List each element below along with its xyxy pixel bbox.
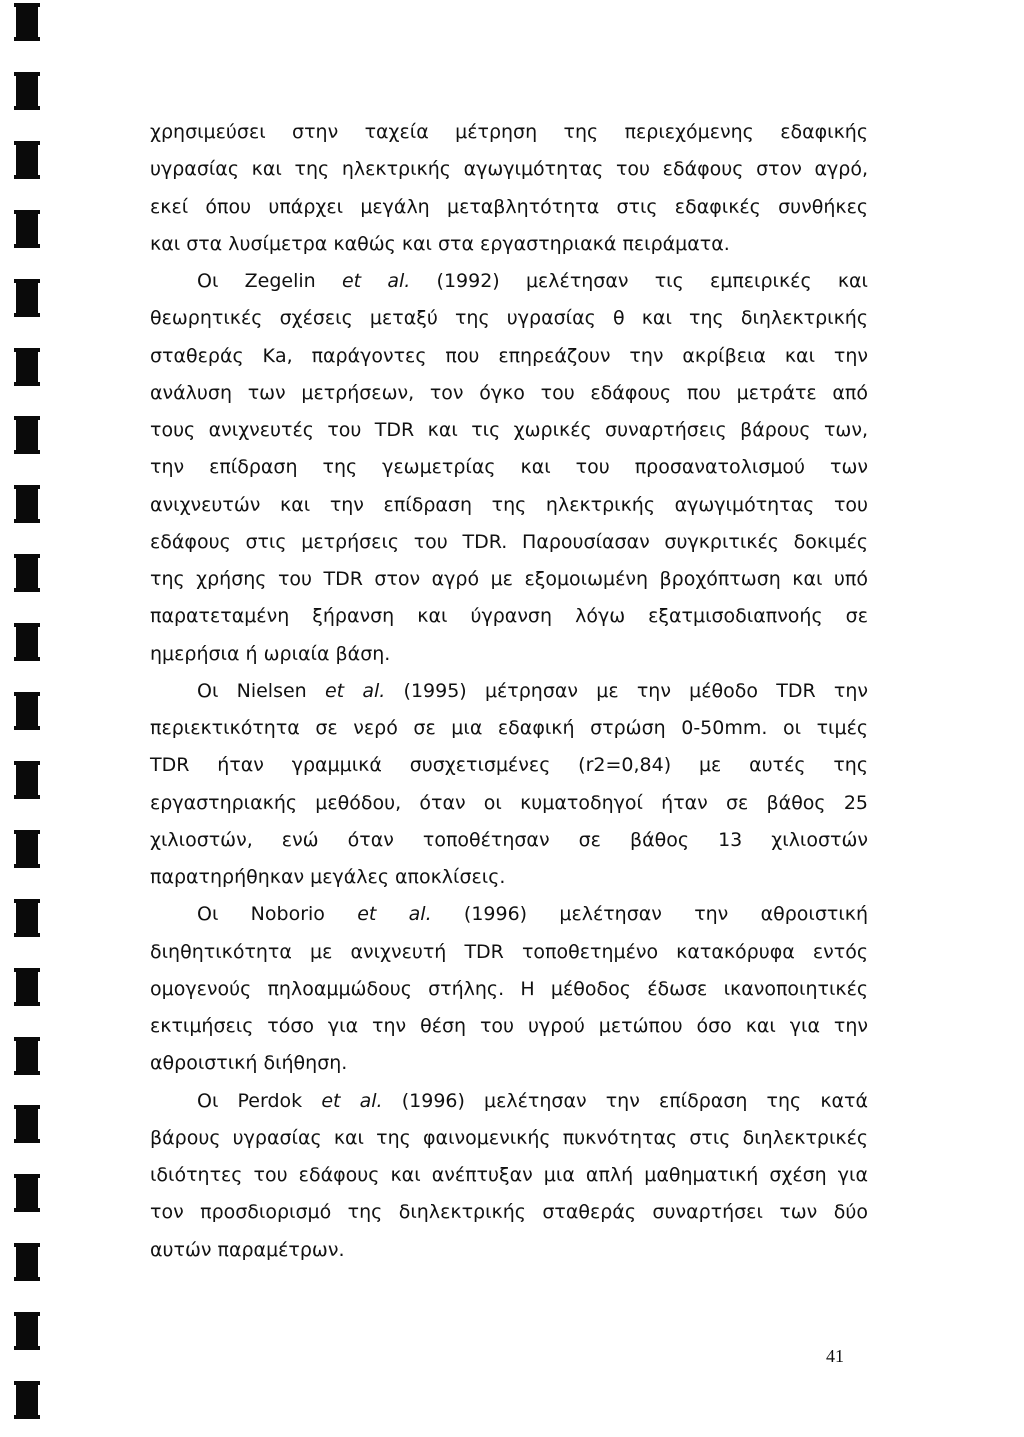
text-line	[150, 263, 868, 300]
binding-mark	[16, 210, 38, 248]
text-line: χρησιμεύσει στην ταχεία μέτρηση της περιεχόμενης εδαφικής	[150, 121, 868, 143]
binding-mark	[16, 279, 38, 317]
line-text: (1996) μελέτησαν την επίδραση της κατά	[401, 1089, 869, 1112]
et-al-italic: et al.	[357, 903, 432, 926]
paragraph	[150, 1083, 868, 1269]
binding-mark	[16, 348, 38, 386]
text-line: TDR ήταν γραμμικά συσχετισμένες (r2=0,84) με αυτές της	[150, 754, 868, 777]
binding-mark	[16, 830, 38, 868]
binding-mark	[16, 3, 38, 41]
page-number: 41	[826, 1346, 844, 1366]
text-line	[150, 896, 868, 933]
line-text: (1992) μελέτησαν τις εμπειρικές και	[436, 270, 868, 292]
text-line: τον προσδιορισμό της διηλεκτρικής σταθεράς συναρτήσει των δύο	[150, 1201, 868, 1224]
text-line	[150, 673, 868, 710]
citation-authors: Οι Perdok	[197, 1089, 303, 1112]
line-text: (1995) μέτρησαν με την μέθοδο TDR την	[403, 679, 869, 702]
text-line: διηθητικότητα με ανιχνευτή TDR τοποθετημένο κατακόρυφα εντός	[150, 940, 868, 963]
paragraph	[150, 114, 868, 263]
text-line: παρατηρήθηκαν μεγάλες αποκλίσεις.	[150, 866, 506, 888]
text-line: ομογενούς πηλοαμμώδους στήλης. Η μέθοδος έδωσε ικανοποιητικές	[150, 977, 868, 1000]
text-line: την επίδραση της γεωμετρίας και του προσανατολισμού των	[150, 456, 868, 479]
text-line: ημερήσια ή ωριαία βάση.	[150, 642, 391, 665]
binding-mark	[16, 416, 38, 454]
paragraph	[150, 263, 868, 673]
text-line: εκτιμήσεις τόσο για την θέση του υγρού μετώπου όσο και για την	[150, 1015, 868, 1037]
binding-mark	[16, 968, 38, 1006]
body-text	[150, 114, 868, 1269]
et-al-italic: et al.	[341, 270, 411, 292]
binding-mark	[16, 1243, 38, 1281]
binding-mark	[16, 1312, 38, 1350]
binding-mark	[16, 1037, 38, 1075]
binding-mark	[16, 141, 38, 179]
text-line: της χρήσης του TDR στον αγρό με εξομοιωμένη βροχόπτωση και υπό	[150, 568, 868, 590]
text-line: περιεκτικότητα σε νερό σε μια εδαφική στρώση 0-50mm. οι τιμές	[150, 717, 868, 739]
text-line: βάρους υγρασίας και της φαινομενικής πυκνότητας στις διηλεκτρικές	[150, 1126, 868, 1149]
binding-mark	[16, 899, 38, 937]
et-al-italic: et al.	[324, 679, 386, 702]
line-text: (1996) μελέτησαν την αθροιστική	[463, 903, 868, 926]
text-line: τους ανιχνευτές του TDR και τις χωρικές συναρτήσεις βάρους των,	[150, 419, 868, 441]
text-line: και στα λυσίμετρα καθώς και στα εργαστηριακά πειράματα.	[150, 232, 730, 255]
text-line: ιδιότητες του εδάφους και ανέπτυξαν μια απλή μαθηματική σχέση για	[150, 1164, 868, 1186]
text-line: αθροιστική διήθηση.	[150, 1052, 348, 1075]
binding-mark	[16, 761, 38, 799]
text-line: θεωρητικές σχέσεις μεταξύ της υγρασίας θ και της διηλεκτρικής	[150, 307, 868, 330]
text-line: εργαστηριακής μεθόδου, όταν οι κυματοδηγοί ήταν σε βάθος 25	[150, 791, 868, 814]
citation-authors: Οι Zegelin	[197, 270, 316, 292]
text-line: παρατεταμένη ξήρανση και ύγρανση λόγω εξατμισοδιαπνοής σε	[150, 605, 868, 628]
paragraph	[150, 673, 868, 897]
text-line: εκεί όπου υπάρχει μεγάλη μεταβλητότητα στις εδαφικές συνθήκες	[150, 195, 868, 218]
binding-mark	[16, 72, 38, 110]
citation-authors: Οι Noborio	[197, 903, 325, 926]
text-line: σταθεράς Κa, παράγοντες που επηρεάζουν την ακρίβεια και την	[150, 344, 868, 367]
text-line: χιλιοστών, ενώ όταν τοποθέτησαν σε βάθος 13 χιλιοστών	[150, 828, 868, 851]
text-line	[150, 1083, 868, 1120]
binding-mark	[16, 692, 38, 730]
citation-authors: Οι Nielsen	[197, 679, 307, 702]
binding-mark	[16, 1105, 38, 1143]
text-line: ανάλυση των μετρήσεων, τον όγκο του εδάφους που μετράτε από	[150, 381, 868, 404]
text-line: αυτών παραμέτρων.	[150, 1238, 345, 1261]
binding-mark	[16, 1174, 38, 1212]
binding-mark	[16, 485, 38, 523]
text-line: ανιχνευτών και την επίδραση της ηλεκτρικής αγωγιμότητας του	[150, 493, 868, 516]
et-al-italic: et al.	[321, 1089, 383, 1112]
paragraph	[150, 896, 868, 1082]
text-line: υγρασίας και της ηλεκτρικής αγωγιμότητας του εδάφους στον αγρό,	[150, 158, 868, 181]
text-line: εδάφους στις μετρήσεις του TDR. Παρουσίασαν συγκριτικές δοκιμές	[150, 530, 868, 553]
binding-mark	[16, 1381, 38, 1419]
binding-mark	[16, 554, 38, 592]
binding-mark	[16, 623, 38, 661]
